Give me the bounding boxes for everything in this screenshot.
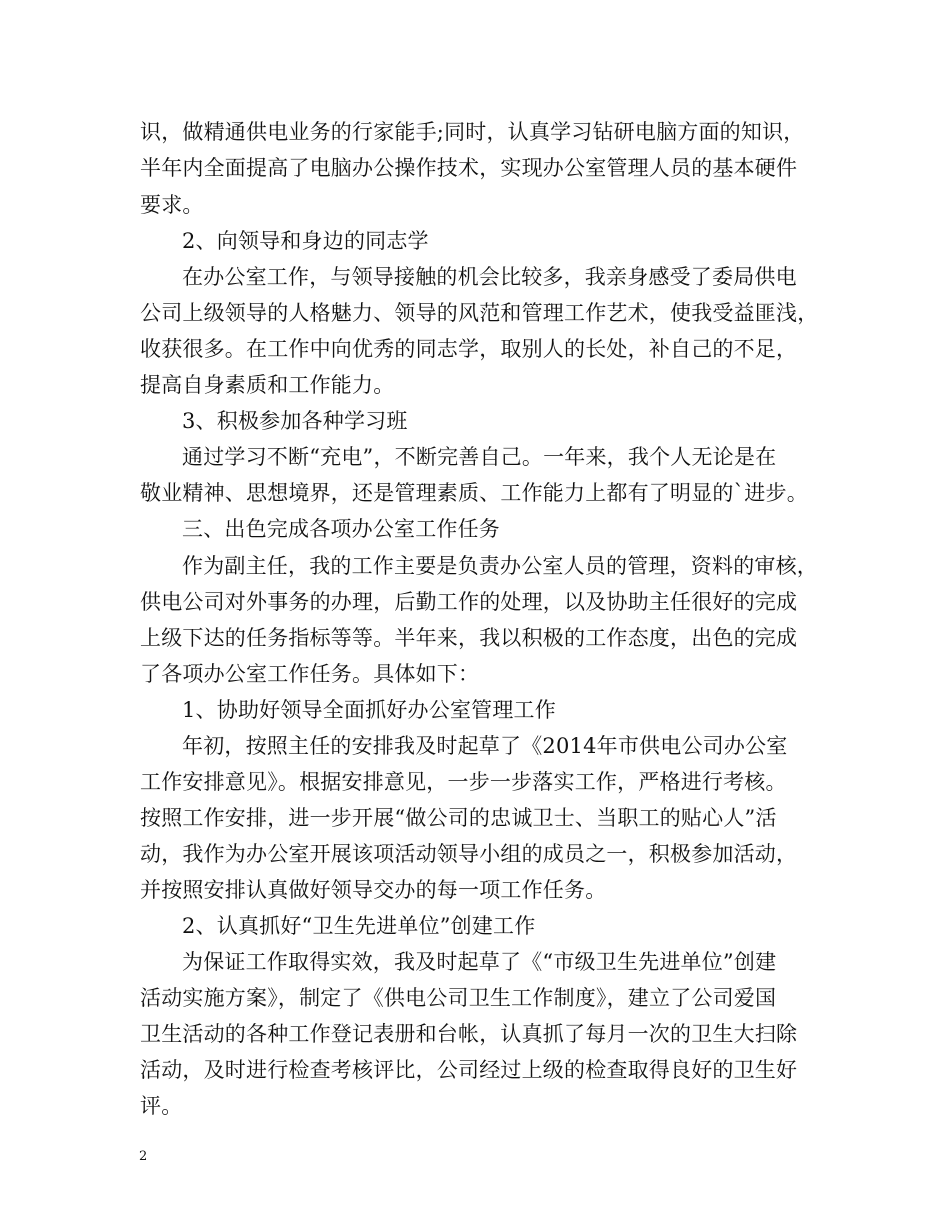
text-line: 在办公室工作，与领导接触的机会比较多，我亲身感受了委局供电 (182, 265, 797, 289)
text-line: 评。 (140, 1094, 183, 1118)
text-line: 了各项办公室工作任务。具体如下： (140, 662, 480, 686)
text-line: 通过学习不断“充电”，不断完善自己。一年来，我个人无论是在 (182, 445, 777, 469)
text-line: 敬业精神、思想境界，还是管理素质、工作能力上都有了明显的`进步。 (140, 481, 808, 505)
text-line: 作为副主任，我的工作主要是负责办公室人员的管理，资料的审核， (182, 554, 818, 578)
text-line: 卫生活动的各种工作登记表册和台帐，认真抓了每月一次的卫生大扫除 (140, 1022, 798, 1046)
section-heading: 1、协助好领导全面抓好办公室管理工作 (182, 698, 556, 722)
text-line: 并按照安排认真做好领导交办的每一项工作任务。 (140, 878, 607, 902)
section-heading: 2、认真抓好“卫生先进单位”创建工作 (182, 914, 536, 938)
text-line: 活动，及时进行检查考核评比，公司经过上级的检查取得良好的卫生好 (140, 1058, 798, 1082)
text-line: 半年内全面提高了电脑办公操作技术，实现办公室管理人员的基本硬件 (140, 156, 798, 180)
section-heading: 3、积极参加各种学习班 (182, 409, 408, 433)
section-heading: 三、出色完成各项办公室工作任务 (182, 517, 500, 541)
text-line: 供电公司对外事务的办理，后勤工作的处理，以及协助主任很好的完成 (140, 590, 798, 614)
text-line: 上级下达的任务指标等等。半年来，我以积极的工作态度，出色的完成 (140, 626, 798, 650)
text-line: 按照工作安排，进一步开展“做公司的忠诚卫士、当职工的贴心人”活 (140, 806, 777, 830)
text-line: 活动实施方案》，制定了《供电公司卫生工作制度》，建立了公司爱国 (140, 986, 777, 1010)
text-line: 工作安排意见》。根据安排意见，一步一步落实工作，严格进行考核。 (140, 770, 787, 794)
page-number: 2 (139, 1149, 148, 1164)
section-heading: 2、向领导和身边的同志学 (182, 229, 429, 253)
text-line: 动，我作为办公室开展该项活动领导小组的成员之一，积极参加活动， (140, 842, 798, 866)
text-line: 公司上级领导的人格魅力、领导的风范和管理工作艺术，使我受益匪浅， (140, 301, 819, 325)
text-line: 要求。 (140, 193, 204, 217)
text-line: 年初，按照主任的安排我及时起草了《2014年市供电公司办公室 (182, 734, 788, 758)
text-line: 收获很多。在工作中向优秀的同志学，取别人的长处，补自己的不足， (140, 337, 798, 361)
text-line: 为保证工作取得实效，我及时起草了《“市级卫生先进单位”创建 (182, 950, 777, 974)
text-line: 提高自身素质和工作能力。 (140, 373, 395, 397)
text-line: 识，做精通供电业务的行家能手;同时，认真学习钻研电脑方面的知识， (140, 120, 805, 144)
